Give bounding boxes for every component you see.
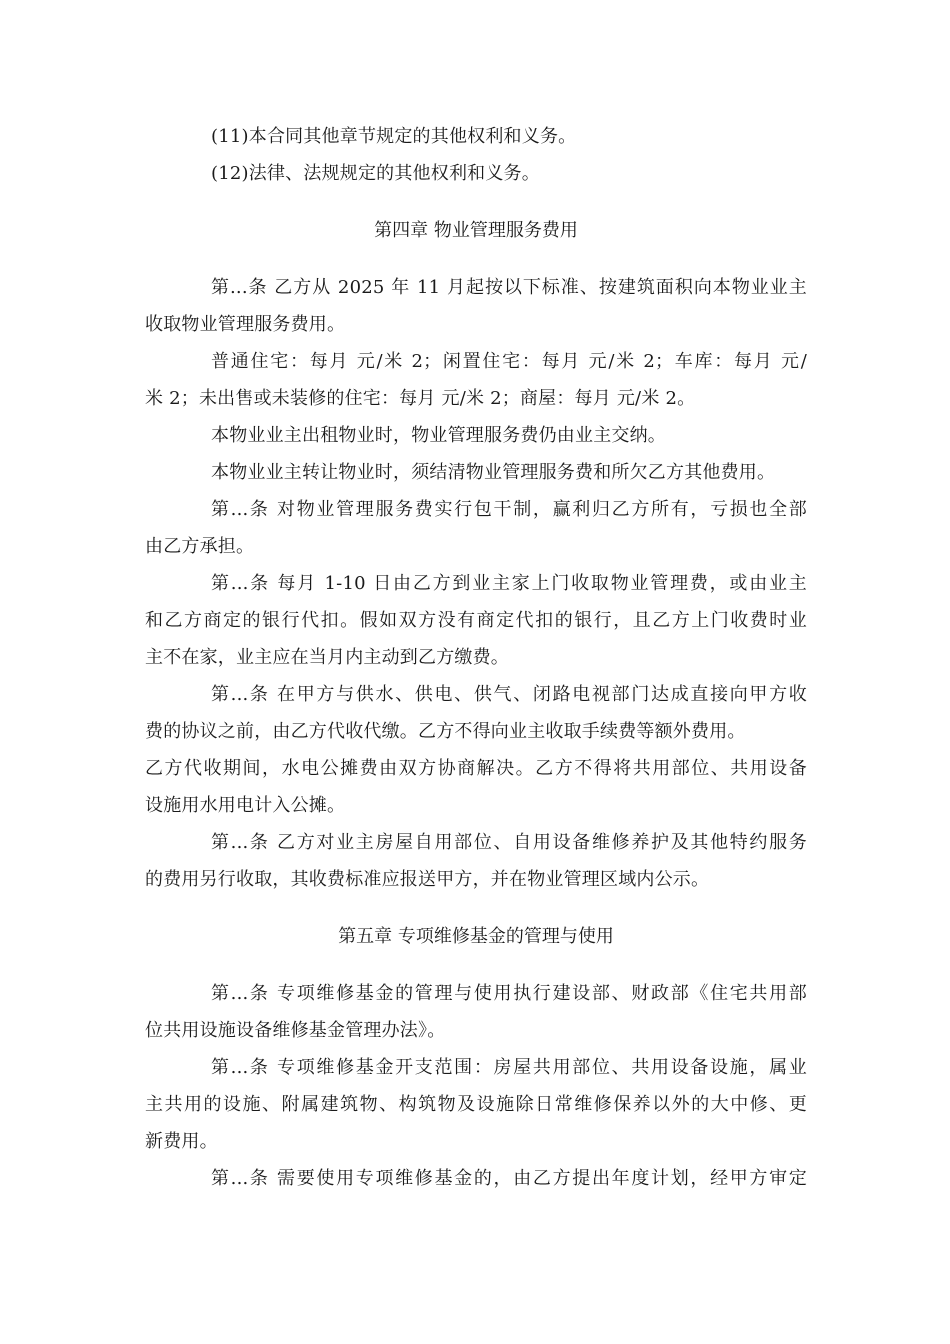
paragraph-line: 设施用水用电计入公摊。	[145, 795, 346, 816]
paragraph-line: 主共用的设施、附属建筑物、构筑物及设施除日常维修保养以外的大中修、更	[145, 1094, 807, 1115]
paragraph-line: 第...条 乙方对业主房屋自用部位、自用设备维修养护及其他特约服务	[211, 832, 807, 853]
paragraph-line: 收取物业管理服务费用。	[145, 314, 346, 335]
paragraph-line: 米 2；未出售或未装修的住宅：每月 元/米 2；商屋：每月 元/米 2。	[145, 388, 696, 409]
list-item: (11)本合同其他章节规定的其他权利和义务。	[211, 126, 577, 147]
chapter-heading: 第四章 物业管理服务费用	[374, 220, 578, 241]
paragraph-line: 新费用。	[145, 1131, 218, 1152]
list-item: (12)法律、法规规定的其他权利和义务。	[211, 163, 540, 184]
paragraph-line: 第...条 专项维修基金的管理与使用执行建设部、财政部《住宅共用部	[211, 983, 807, 1004]
paragraph-line: 的费用另行收取，其收费标准应报送甲方，并在物业管理区域内公示。	[145, 869, 710, 890]
paragraph-line: 第...条 每月 1-10 日由乙方到业主家上门收取物业管理费，或由业主	[211, 573, 807, 594]
paragraph-line: 费的协议之前，由乙方代收代缴。乙方不得向业主收取手续费等额外费用。	[145, 721, 746, 742]
paragraph-line: 和乙方商定的银行代扣。假如双方没有商定代扣的银行，且乙方上门收费时业	[145, 610, 807, 631]
paragraph-line: 乙方代收期间，水电公摊费由双方协商解决。乙方不得将共用部位、共用设备	[145, 758, 807, 779]
paragraph-line: 第...条 在甲方与供水、供电、供气、闭路电视部门达成直接向甲方收	[211, 684, 807, 705]
paragraph-line: 第...条 需要使用专项维修基金的，由乙方提出年度计划，经甲方审定	[211, 1168, 807, 1189]
paragraph-line: 第...条 乙方从 2025 年 11 月起按以下标准、按建筑面积向本物业业主	[211, 277, 807, 298]
paragraph-line: 第...条 对物业管理服务费实行包干制，赢利归乙方所有，亏损也全部	[211, 499, 807, 520]
paragraph-line: 位共用设施设备维修基金管理办法》。	[145, 1020, 446, 1041]
paragraph-line: 主不在家，业主应在当月内主动到乙方缴费。	[145, 647, 509, 668]
paragraph-line: 普通住宅：每月 元/米 2；闲置住宅：每月 元/米 2；车库：每月 元/	[211, 351, 807, 372]
paragraph-line: 由乙方承担。	[145, 536, 255, 557]
paragraph-line: 本物业业主出租物业时，物业管理服务费仍由业主交纳。	[211, 425, 666, 446]
paragraph-line: 第...条 专项维修基金开支范围：房屋共用部位、共用设备设施，属业	[211, 1057, 807, 1078]
chapter-heading: 第五章 专项维修基金的管理与使用	[338, 926, 614, 947]
document-body	[145, 118, 807, 1197]
paragraph-line: 本物业业主转让物业时，须结清物业管理服务费和所欠乙方其他费用。	[211, 462, 776, 483]
